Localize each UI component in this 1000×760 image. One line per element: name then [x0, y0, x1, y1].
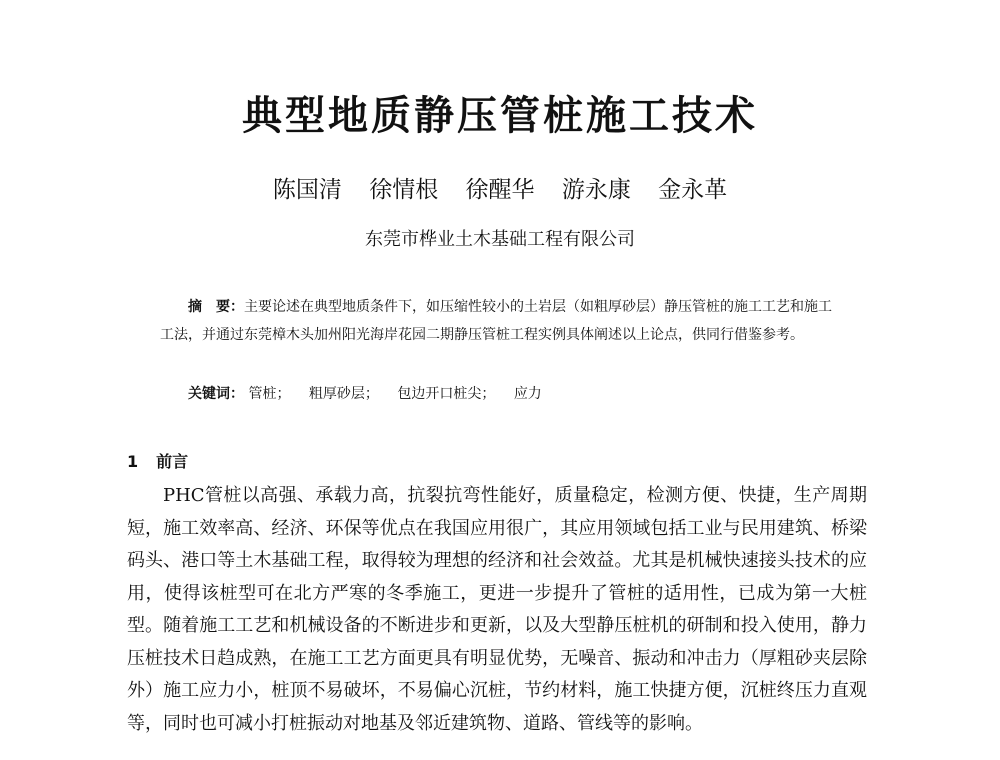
affiliation: 东莞市桦业土木基础工程有限公司: [365, 229, 635, 250]
author-list: [0, 174, 1000, 206]
author-name: 徐醒华: [465, 177, 535, 203]
section-number: 1: [127, 452, 139, 471]
abstract-label: 摘 要：: [188, 299, 244, 315]
keyword: 应力: [513, 386, 542, 402]
author-name: 游永康: [561, 177, 631, 203]
keyword: 粗厚砂层；: [308, 386, 379, 402]
keyword: 包边开口桩尖；: [397, 386, 496, 402]
author-name: 陈国清: [272, 177, 342, 203]
author-name: 徐情根: [369, 177, 439, 203]
paper-title: 典型地质静压管桩施工技术: [242, 93, 758, 139]
section-heading: [127, 448, 188, 476]
section-title: 前言: [156, 452, 189, 471]
keyword: 管桩；: [248, 386, 291, 402]
author-name: 金永革: [658, 177, 728, 203]
abstract-text: 主要论述在典型地质条件下，如压缩性较小的土岩层（如粗厚砂层）静压管桩的施工工艺和施工工法，并通过东莞樟木头加州阳光海岸花园二期静压管桩工程实例具体阐述以上论点，供同行借鉴参考。: [160, 299, 832, 343]
keywords: [188, 380, 556, 408]
keywords-label: 关键词：: [188, 386, 244, 402]
abstract: [160, 293, 840, 349]
body-paragraph: PHC管桩以高强、承载力高，抗裂抗弯性能好，质量稳定，检测方便、快捷，生产周期短，施工效率高、经济、环保等优点在我国应用很广，其应用领域包括工业与民用建筑、桥梁码头、港口等土木基础工程，取得较为理想的经济和社会效益。尤其是机械快速接头技术的应用，使得该桩型可在北方严寒的冬季施工，更进一步提升了管桩的适用性，已成为第一大桩型。随着施工工艺和机械设备的不断进步和更新，以及大型静压桩机的研制和投入使用，静力压桩技术日趋成熟，在施工工艺方面更具有明显优势，无噪音、振动和冲击力（厚粗砂夹层除外）施工应力小，桩顶不易破坏，不易偏心沉桩，节约材料，施工快捷方便，沉桩终压力直观等，同时也可减小打桩振动对地基及邻近建筑物、道路、管线等的影响。: [127, 485, 867, 734]
